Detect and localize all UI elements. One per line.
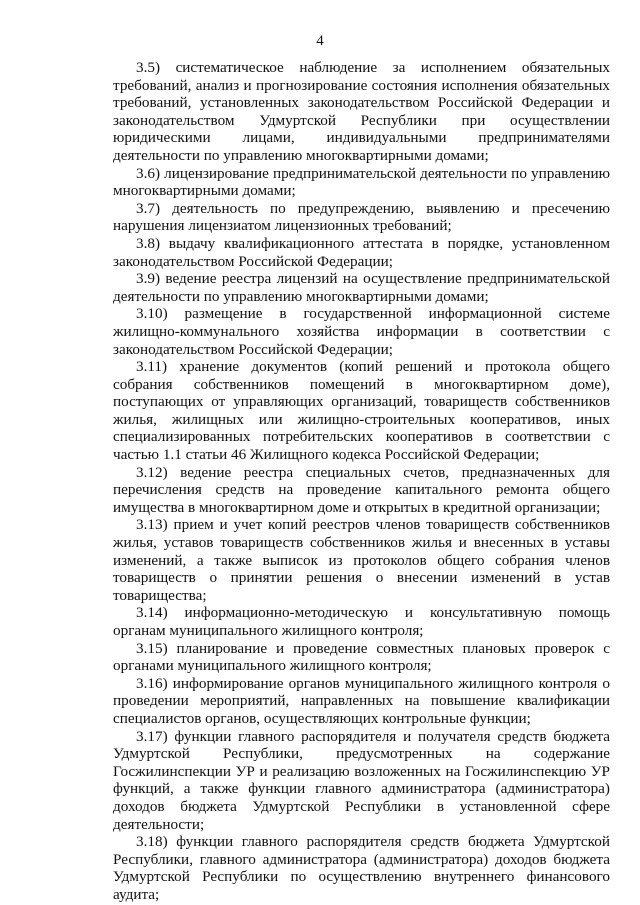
- document-body: [113, 59, 610, 904]
- list-item-3-16: 3.16) информирование органов муниципального жилищного контроля о проведении мероприятий, направленных на повышение квалификации специалистов органов, осуществляющих контрольные функции;: [113, 674, 610, 727]
- list-item-3-8: 3.8) выдачу квалификационного аттестата в порядке, установленном законодательством Российской Федерации;: [113, 234, 610, 270]
- list-item-3-10: 3.10) размещение в государственной информационной системе жилищно-коммунального хозяйства информации в соответствии с законодательством Российской Федерации;: [113, 305, 610, 358]
- list-item-3-9: 3.9) ведение реестра лицензий на осуществление предпринимательской деятельности по управлению многоквартирными домами;: [113, 270, 610, 305]
- page-number: 4: [316, 33, 324, 49]
- list-item-3-6: 3.6) лицензирование предпринимательской деятельности по управлению многоквартирными домами;: [113, 164, 610, 200]
- list-item-3-12: 3.12) ведение реестра специальных счетов, предназначенных для перечисления средств на проведение капитального ремонта общего имущества в многоквартирном доме и открытых в кредитной организации;: [113, 463, 610, 516]
- list-item-3-15: 3.15) планирование и проведение совместных плановых проверок с органами муниципального жилищного контроля;: [113, 639, 610, 675]
- list-item-3-11: 3.11) хранение документов (копий решений и протокола общего собрания собственников помещений в многоквартирном доме), поступающих от управляющих организаций, товариществ собственников жилья, жилищных или жилищно-строительных кооперативов, иных специализированных потребительских кооперативов в соответствии с частью 1.1 статьи 46 Жилищного кодекса Российской Федерации;: [113, 358, 610, 464]
- list-item-3-5: 3.5) систематическое наблюдение за исполнением обязательных требований, анализ и прогнозирование состояния исполнения обязательных требований, установленных законодательством Российской Федерации и законодательством Удмуртской Республики при осуществлении юридическими лицами, индивидуальными предпринимателями деятельности по управлению многоквартирными домами;: [113, 59, 610, 164]
- list-item-3-14: 3.14) информационно-методическую и консультативную помощь органам муниципального жилищного контроля;: [113, 604, 610, 639]
- list-item-3-18: 3.18) функции главного распорядителя средств бюджета Удмуртской Республики, главного администратора (администратора) доходов бюджета Удмуртской Республики по осуществлению внутреннего финансового аудита;: [113, 833, 610, 903]
- list-item-3-13: 3.13) прием и учет копий реестров членов товариществ собственников жилья, уставов товариществ собственников жилья и внесенных в уставы изменений, а также выписок из протоколов общего собрания членов товариществ о принятии решения о внесении изменений в устав товарищества;: [113, 516, 610, 604]
- list-item-3-7: 3.7) деятельность по предупреждению, выявлению и пресечению нарушения лицензиатом лицензионных требований;: [113, 199, 610, 235]
- list-item-3-17: 3.17) функции главного распорядителя и получателя средств бюджета Удмуртской Республики, предусмотренных на содержание Госжилинспекции УР и реализацию возложенных на Госжилинспекцию УР функций, а также функции главного администратора (администратора) доходов бюджета Удмуртской Республики в установленной сфере деятельности;: [113, 727, 610, 833]
